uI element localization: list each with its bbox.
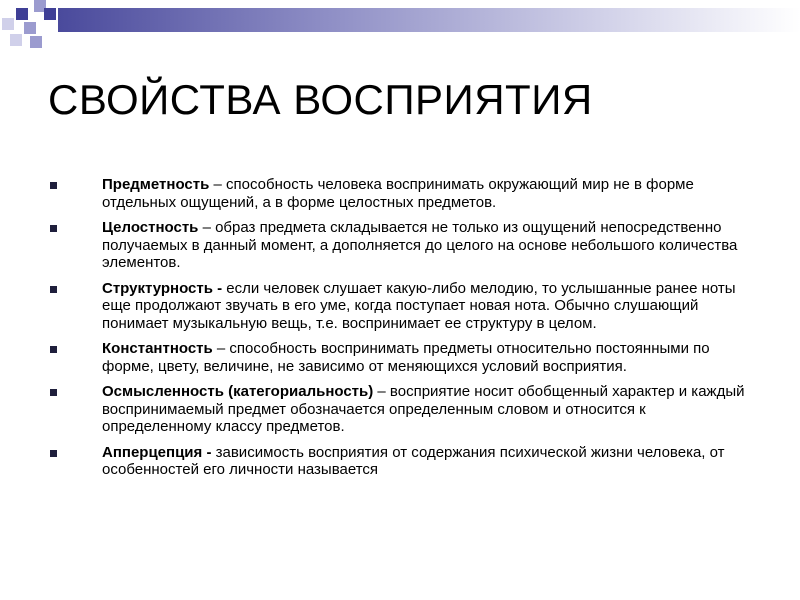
decor-square xyxy=(16,8,28,20)
square-bullet-icon xyxy=(50,389,57,396)
item-definition: – способность человека воспринимать окружающий мир не в форме отдельных ощущений, а в форме целостных предметов. xyxy=(102,176,694,211)
item-definition: – восприятие носит обобщенный характер и каждый воспринимаемый предмет обозначается определенным словом и относится к определенному классу предметов. xyxy=(102,383,745,435)
decor-square xyxy=(24,22,36,34)
item-term: Предметность xyxy=(102,176,210,193)
square-bullet-icon xyxy=(50,182,57,189)
item-term: Константность xyxy=(102,340,213,357)
list-item xyxy=(44,219,756,272)
header-decoration xyxy=(0,0,800,52)
item-definition: зависимость восприятия от содержания психической жизни человека, от особенностей его личности называется xyxy=(102,443,725,478)
item-definition: – способность воспринимать предметы относительно постоянными по форме, цвету, величине, не зависимо от меняющихся условий восприятия. xyxy=(102,340,710,375)
square-bullet-icon xyxy=(50,346,57,353)
decor-square xyxy=(10,34,22,46)
square-bullet-icon xyxy=(50,286,57,293)
item-term: Структурность - xyxy=(102,279,223,297)
item-term: Апперцепция - xyxy=(102,443,212,461)
item-definition: если человек слушает какую-либо мелодию, то услышанные ранее ноты еще продолжают звучать в его уме, когда поступает новая нота. Обычно слушающий понимает музыкальную вещь, т.е. воспринимает ее структуру в целом. xyxy=(102,279,736,332)
list-item xyxy=(44,176,756,211)
item-term: Целостность xyxy=(102,219,199,236)
list-item xyxy=(44,444,756,479)
list-item xyxy=(44,280,756,333)
item-term: Осмысленность (категориальность) xyxy=(102,383,374,400)
square-bullet-icon xyxy=(50,225,57,232)
decor-square xyxy=(44,8,56,20)
item-definition: – образ предмета складывается не только из ощущений непосредственно получаемых в данный момент, а дополняется до целого на основе небольшого количества элементов. xyxy=(102,219,738,271)
square-bullet-icon xyxy=(50,450,57,457)
list-item xyxy=(44,340,756,375)
decor-square xyxy=(2,18,14,30)
slide-title: СВОЙСТВА ВОСПРИЯТИЯ xyxy=(48,76,593,123)
list-item xyxy=(44,383,756,436)
properties-list xyxy=(44,176,756,487)
decor-square xyxy=(30,36,42,48)
header-gradient-bar xyxy=(58,8,800,32)
